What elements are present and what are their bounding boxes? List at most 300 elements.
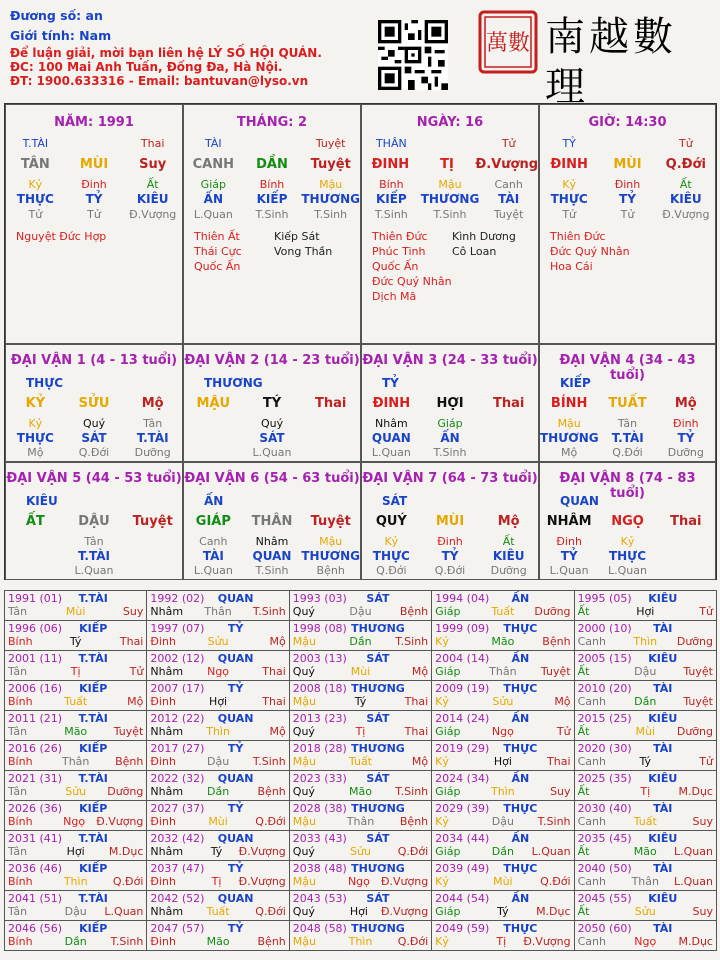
year-line2 — [435, 935, 570, 948]
year-phase: Thai — [404, 725, 429, 738]
year-line1 — [293, 652, 428, 665]
pillar-stars-2: Kình Dương Cô Loan — [452, 230, 516, 258]
year-line2 — [435, 755, 570, 768]
year-line1 — [578, 742, 713, 755]
year-line2 — [435, 665, 570, 678]
year-stem: Canh — [577, 875, 606, 888]
year-god: KIÊU — [648, 832, 678, 845]
daivan-phase — [6, 564, 182, 578]
daivan-hidden-stem — [362, 417, 538, 431]
year-label: 2017 (27) — [150, 742, 205, 755]
year-label: 2044 (54) — [435, 892, 490, 905]
year-branch: Tý — [69, 635, 82, 648]
year-cell — [289, 831, 431, 861]
daivan-hidden-stem-item: Ất — [502, 535, 515, 548]
daivan-cell — [539, 462, 716, 580]
pillar-stars: Thiên Đức Phúc Tinh Quốc Ấn Đức Quý Nhân Dịch Mã — [372, 230, 452, 303]
year-line2 — [8, 665, 143, 678]
year-god: THỰC — [503, 862, 538, 875]
year-label: 1999 (09) — [435, 622, 490, 635]
pillar-hidden-stem-item: Mậu — [319, 178, 343, 191]
year-cell — [574, 591, 716, 621]
daivan-phase — [184, 564, 360, 578]
year-line2 — [8, 695, 143, 708]
year-label: 2014 (24) — [435, 712, 490, 725]
year-god: TỶ — [227, 802, 244, 815]
year-branch: Tý — [639, 755, 652, 768]
year-god: TÀI — [653, 802, 673, 815]
pillar-phase-item: Tử — [562, 208, 577, 221]
daivan-header: ĐẠI VẬN 4 (34 - 43 tuổi) — [559, 353, 696, 383]
year-label: 2001 (11) — [8, 652, 63, 665]
daivan-main-item: Mộ — [674, 396, 697, 411]
year-god: QUAN — [217, 772, 254, 785]
year-cell — [574, 681, 716, 711]
year-stem: Ất — [577, 905, 590, 918]
year-stem: Giáp — [435, 785, 461, 798]
daivan-hidden-stem-item: Tân — [143, 417, 163, 430]
year-stem: Đinh — [150, 755, 176, 768]
year-branch: Mùi — [493, 875, 513, 888]
year-line2 — [8, 905, 143, 918]
year-god: SÁT — [366, 832, 390, 845]
year-label: 2010 (20) — [577, 682, 632, 695]
pillar-main-item: MÙI — [613, 157, 642, 172]
year-cell — [432, 771, 574, 801]
year-line2 — [578, 605, 713, 618]
year-label: 2004 (14) — [435, 652, 490, 665]
pillar-hidden-stem-item: Bính — [259, 178, 285, 191]
daivan-phase-item: Q.Đới — [78, 446, 110, 459]
year-phase: Thai — [547, 755, 571, 768]
year-line1 — [150, 892, 285, 905]
pillar-stars-2: Kiếp Sát Vong Thần — [274, 230, 333, 258]
owner-name: Đương số: an — [10, 8, 103, 23]
daivan-hidden-stem — [184, 535, 360, 549]
year-branch: Tị — [70, 665, 81, 678]
daivan-header: ĐẠI VẬN 5 (44 - 53 tuổi) — [6, 471, 182, 486]
pillar-god-item: THƯƠNG — [301, 192, 360, 206]
year-cell — [432, 741, 574, 771]
year-stem: Bính — [8, 755, 33, 768]
year-label: 2030 (40) — [577, 802, 632, 815]
year-branch: Mão — [206, 935, 230, 948]
year-line2 — [293, 695, 428, 708]
year-label: 2048 (58) — [292, 922, 347, 935]
pillar-hidden-stem-item: Ất — [146, 178, 159, 191]
year-phase: Mộ — [411, 755, 429, 768]
pillar-main-item: TỊ — [440, 157, 454, 172]
pillar-god — [6, 192, 182, 207]
year-label: 2022 (32) — [150, 772, 205, 785]
year-line2 — [578, 725, 713, 738]
year-god: ẤN — [511, 832, 530, 845]
year-branch: Mão — [64, 725, 88, 738]
year-phase: Tuyệt — [683, 665, 713, 678]
daivan-main-item: TUẤT — [608, 396, 647, 411]
pillar-top-god-item — [65, 137, 124, 151]
pillar-phase-item: T.Sinh — [374, 208, 408, 221]
daivan-phase-item: Q.Đới — [376, 564, 407, 577]
daivan-god — [362, 431, 538, 446]
daivan-god-item — [6, 549, 65, 564]
year-phase: Q.Đới — [397, 935, 429, 948]
pillar-main-item: ĐINH — [371, 157, 410, 172]
daivan-god — [540, 549, 715, 564]
year-line2 — [293, 665, 428, 678]
year-cell — [289, 921, 431, 951]
year-line1 — [8, 682, 143, 695]
daivan-hidden-stem — [540, 535, 715, 549]
daivan-phase-item: L.Quan — [252, 446, 292, 459]
year-cell — [147, 801, 289, 831]
daivan-phase-item: Dưỡng — [667, 446, 704, 459]
daivan-main-item: Thai — [315, 396, 347, 411]
daivan-hidden-stem — [6, 417, 182, 431]
phone-email-line: ĐT: 1900.633316 - Email: bantuvan@lyso.vn — [10, 74, 309, 88]
year-god: QUAN — [217, 832, 254, 845]
year-label: 2037 (47) — [150, 862, 205, 875]
daivan-cell — [5, 462, 183, 580]
year-branch: Tị — [355, 725, 366, 738]
year-line2 — [150, 815, 285, 828]
daivan-god-item — [301, 431, 360, 446]
year-god: THƯƠNG — [351, 862, 405, 875]
pillar-god-item: THỰC — [16, 192, 54, 206]
year-line1 — [435, 592, 570, 605]
year-stem: Canh — [577, 935, 606, 948]
daivan-main-item: MÙI — [435, 514, 465, 529]
year-branch: Thìn — [348, 935, 373, 948]
pillar-hidden-stem-item: Giáp — [200, 178, 226, 191]
year-cell — [289, 741, 431, 771]
year-phase: Bệnh — [399, 815, 429, 828]
daivan-hidden-stem-item: Mậu — [319, 535, 343, 548]
daivan-god-item: T.TÀI — [78, 549, 110, 563]
pillar-god-item: KIÊU — [136, 192, 169, 206]
year-cell — [432, 711, 574, 741]
year-stem: Kỷ — [435, 755, 449, 768]
year-row — [5, 921, 717, 951]
pillar-main-item: CANH — [192, 157, 235, 172]
year-cell — [147, 771, 289, 801]
daivan-phase-item: Mộ — [561, 446, 578, 459]
year-god: ẤN — [511, 772, 530, 785]
year-cell — [432, 651, 574, 681]
year-stem: Quý — [292, 845, 315, 858]
year-stem: Tân — [8, 605, 28, 618]
year-row — [5, 651, 717, 681]
pillar-phase-item: Đ.Vượng — [129, 208, 177, 221]
year-line2 — [150, 605, 285, 618]
year-branch: Thìn — [491, 785, 515, 798]
year-cell — [574, 801, 716, 831]
year-god: T.TÀI — [78, 892, 108, 905]
year-line2 — [578, 875, 713, 888]
year-line2 — [150, 635, 285, 648]
year-line2 — [435, 725, 570, 738]
year-phase: Tử — [129, 665, 144, 678]
year-stem: Đinh — [150, 695, 176, 708]
year-stem: Bính — [8, 815, 33, 828]
year-branch: Thìn — [63, 875, 88, 888]
daivan-god — [184, 431, 360, 446]
daivan-main-item: GIÁP — [195, 514, 231, 529]
year-god: ẤN — [511, 712, 530, 725]
pillar-top-god-item — [421, 137, 480, 151]
pillar-phase-item: Tuyệt — [493, 208, 524, 221]
year-cell — [289, 621, 431, 651]
daivan-top-god: QUAN — [560, 494, 599, 508]
year-branch: Mão — [633, 845, 657, 858]
daivan-hidden-stem-item: Kỷ — [384, 535, 399, 548]
year-god: SÁT — [366, 712, 390, 725]
year-line2 — [435, 905, 570, 918]
year-phase: Tử — [699, 755, 713, 768]
bazi-grid — [4, 103, 717, 580]
year-god: KIẾP — [79, 742, 108, 755]
year-cell — [432, 621, 574, 651]
year-god: KIÊU — [648, 892, 678, 905]
year-line1 — [293, 802, 428, 815]
year-line2 — [150, 845, 285, 858]
year-stem: Nhâm — [150, 725, 184, 738]
daivan-phase-item — [6, 564, 65, 578]
year-phase: Tử — [699, 605, 713, 618]
year-cell — [574, 621, 716, 651]
year-line2 — [150, 785, 285, 798]
year-line1 — [8, 802, 143, 815]
year-stem: Kỷ — [435, 875, 449, 888]
daivan-god-item: T.TÀI — [611, 431, 644, 445]
daivan-cell — [361, 344, 539, 462]
daivan-header: ĐẠI VẬN 8 (74 - 83 tuổi) — [559, 471, 696, 501]
year-label: 2006 (16) — [8, 682, 63, 695]
year-line1 — [578, 772, 713, 785]
daivan-main-item: DẬU — [78, 514, 110, 529]
year-label: 2045 (55) — [577, 892, 632, 905]
daivan-god-item — [479, 431, 538, 446]
year-branch: Hợi — [493, 755, 512, 768]
year-line1 — [578, 592, 713, 605]
daivan-god-item — [657, 549, 715, 564]
daivan-cell — [183, 462, 361, 580]
pillar-phase-item: T.Sinh — [314, 208, 348, 221]
year-phase: L.Quan — [104, 905, 144, 918]
year-cell — [147, 681, 289, 711]
year-phase: M.Dục — [678, 935, 713, 948]
daivan-top-god: THƯƠNG — [204, 376, 263, 390]
pillar-phase-item: Tử — [620, 208, 635, 221]
year-cell — [147, 651, 289, 681]
year-branch: Thân — [631, 875, 659, 888]
year-stem: Quý — [292, 605, 315, 618]
year-line1 — [8, 892, 143, 905]
year-branch: Mùi — [208, 815, 228, 828]
year-line1 — [8, 922, 143, 935]
year-cell — [5, 711, 147, 741]
pillar-phase-item: T.Sinh — [433, 208, 467, 221]
pillar-top-god-item: Tử — [501, 137, 516, 150]
year-phase: Thai — [262, 695, 286, 708]
year-branch: Dần — [64, 935, 87, 948]
year-stem: Tân — [8, 845, 28, 858]
year-line2 — [435, 635, 570, 648]
daivan-god — [362, 549, 538, 564]
year-row — [5, 621, 717, 651]
year-cell — [574, 831, 716, 861]
year-god: KIÊU — [648, 712, 678, 725]
year-line2 — [578, 635, 713, 648]
daivan-hidden-stem-item: Canh — [199, 535, 228, 548]
year-line2 — [150, 935, 285, 948]
year-label: 2049 (59) — [435, 922, 490, 935]
daivan-main-item: BÍNH — [550, 396, 588, 411]
year-line1 — [293, 832, 428, 845]
year-label: 2040 (50) — [577, 862, 632, 875]
year-line1 — [293, 622, 428, 635]
year-cell — [574, 921, 716, 951]
pillar-main-item: DẦN — [256, 157, 288, 172]
daivan-top-god: TỶ — [382, 376, 399, 390]
year-branch: Dậu — [349, 605, 372, 618]
contact-line: Để luận giải, mời bạn liên hệ LÝ SỐ HỘI QUÁN. — [10, 46, 322, 60]
year-god: SÁT — [366, 892, 390, 905]
year-branch: Thìn — [206, 725, 230, 738]
daivan-header: ĐẠI VẬN 6 (54 - 63 tuổi) — [184, 471, 360, 486]
daivan-top-god: KIẾP — [560, 376, 591, 390]
daivan-main-item: Thai — [493, 396, 525, 411]
year-label: 2009 (19) — [435, 682, 490, 695]
year-phase: Thai — [262, 665, 286, 678]
year-god: THỰC — [503, 922, 538, 935]
year-stem: Canh — [577, 815, 606, 828]
year-branch: Thìn — [633, 635, 658, 648]
pillar-phase-item: L.Quan — [193, 208, 233, 221]
pillar-god-item: ẤN — [203, 192, 223, 206]
year-stem: Quý — [292, 785, 315, 798]
pillar-top-god-item — [243, 137, 302, 151]
year-stem: Đinh — [150, 635, 176, 648]
daivan-god — [6, 549, 182, 564]
year-line1 — [150, 592, 285, 605]
year-line2 — [150, 665, 285, 678]
daivan-main — [184, 513, 360, 530]
year-stem: Bính — [8, 875, 33, 888]
year-god: TỶ — [227, 622, 244, 635]
daivan-phase-item: Mộ — [27, 446, 44, 459]
year-phase: Đ.Vượng — [523, 935, 571, 948]
year-line1 — [293, 772, 428, 785]
year-phase: Dưỡng — [107, 785, 144, 798]
daivan-main — [6, 395, 182, 412]
year-line2 — [150, 905, 285, 918]
year-line1 — [8, 832, 143, 845]
year-phase: Đ.Vượng — [238, 875, 286, 888]
year-label: 2043 (53) — [292, 892, 347, 905]
pillar-top-god-item: Tuyệt — [315, 137, 346, 150]
year-god: TỶ — [227, 682, 244, 695]
daivan-god-item: TÀI — [202, 549, 224, 563]
year-branch: Tý — [354, 695, 367, 708]
year-god: T.TÀI — [78, 652, 108, 665]
year-stem: Nhâm — [150, 785, 184, 798]
year-line2 — [8, 725, 143, 738]
pillar-top-god — [184, 137, 360, 151]
daivan-phase-item: Bệnh — [316, 564, 345, 577]
daivan-phase — [362, 564, 538, 578]
year-cell — [147, 711, 289, 741]
year-stem: Kỷ — [435, 695, 449, 708]
year-cell — [574, 891, 716, 921]
year-line2 — [578, 935, 713, 948]
daivan-god-item: ẤN — [440, 431, 460, 445]
pillar-hidden-stem-item: Kỷ — [28, 178, 43, 191]
year-phase: Tuyệt — [113, 725, 144, 738]
year-god: TÀI — [653, 742, 673, 755]
year-branch: Tị — [211, 875, 222, 888]
year-label: 2024 (34) — [435, 772, 490, 785]
daivan-main-item: NHÂM — [546, 514, 592, 529]
year-god: THỰC — [503, 682, 538, 695]
year-label: 1997 (07) — [150, 622, 205, 635]
year-line1 — [293, 892, 428, 905]
daivan-main-item: KỶ — [25, 396, 46, 411]
year-stem: Giáp — [435, 905, 461, 918]
year-line1 — [293, 592, 428, 605]
year-cell — [289, 681, 431, 711]
year-god: THƯƠNG — [351, 922, 405, 935]
year-cell — [5, 651, 147, 681]
year-label: 2035 (45) — [577, 832, 632, 845]
year-line1 — [8, 622, 143, 635]
year-god: TỶ — [227, 862, 244, 875]
daivan-header: ĐẠI VẬN 3 (24 - 33 tuổi) — [362, 353, 538, 368]
pillar-top-god-item: Thai — [140, 137, 165, 150]
daivan-phase-item: T.Sinh — [255, 564, 289, 577]
year-branch: Sửu — [65, 785, 87, 798]
daivan-phase-item: L.Quan — [608, 564, 647, 577]
year-cell — [432, 861, 574, 891]
pillar-cell — [183, 104, 361, 344]
year-label: 2036 (46) — [8, 862, 63, 875]
year-phase: Tử — [556, 725, 571, 738]
year-line1 — [150, 802, 285, 815]
year-row — [5, 861, 717, 891]
year-label: 2019 (29) — [435, 742, 490, 755]
pillar-top-god-item: Tử — [678, 137, 693, 150]
year-phase: Q.Đới — [255, 905, 286, 918]
year-phase: Mộ — [554, 695, 571, 708]
pillar-god-item: TỶ — [619, 192, 636, 206]
year-line1 — [150, 742, 285, 755]
year-god: KIẾP — [79, 922, 108, 935]
daivan-main — [184, 395, 360, 412]
year-branch: Tị — [640, 785, 651, 798]
year-line1 — [578, 832, 713, 845]
year-line1 — [435, 742, 570, 755]
year-branch: Tuất — [491, 605, 515, 618]
daivan-main — [362, 513, 538, 530]
daivan-phase — [540, 446, 715, 460]
daivan-god — [6, 431, 182, 446]
year-row — [5, 681, 717, 711]
year-label: 2012 (22) — [150, 712, 205, 725]
year-god: THỰC — [503, 802, 538, 815]
pillar-hidden-stem — [362, 178, 538, 192]
year-line1 — [8, 652, 143, 665]
year-line1 — [578, 652, 713, 665]
